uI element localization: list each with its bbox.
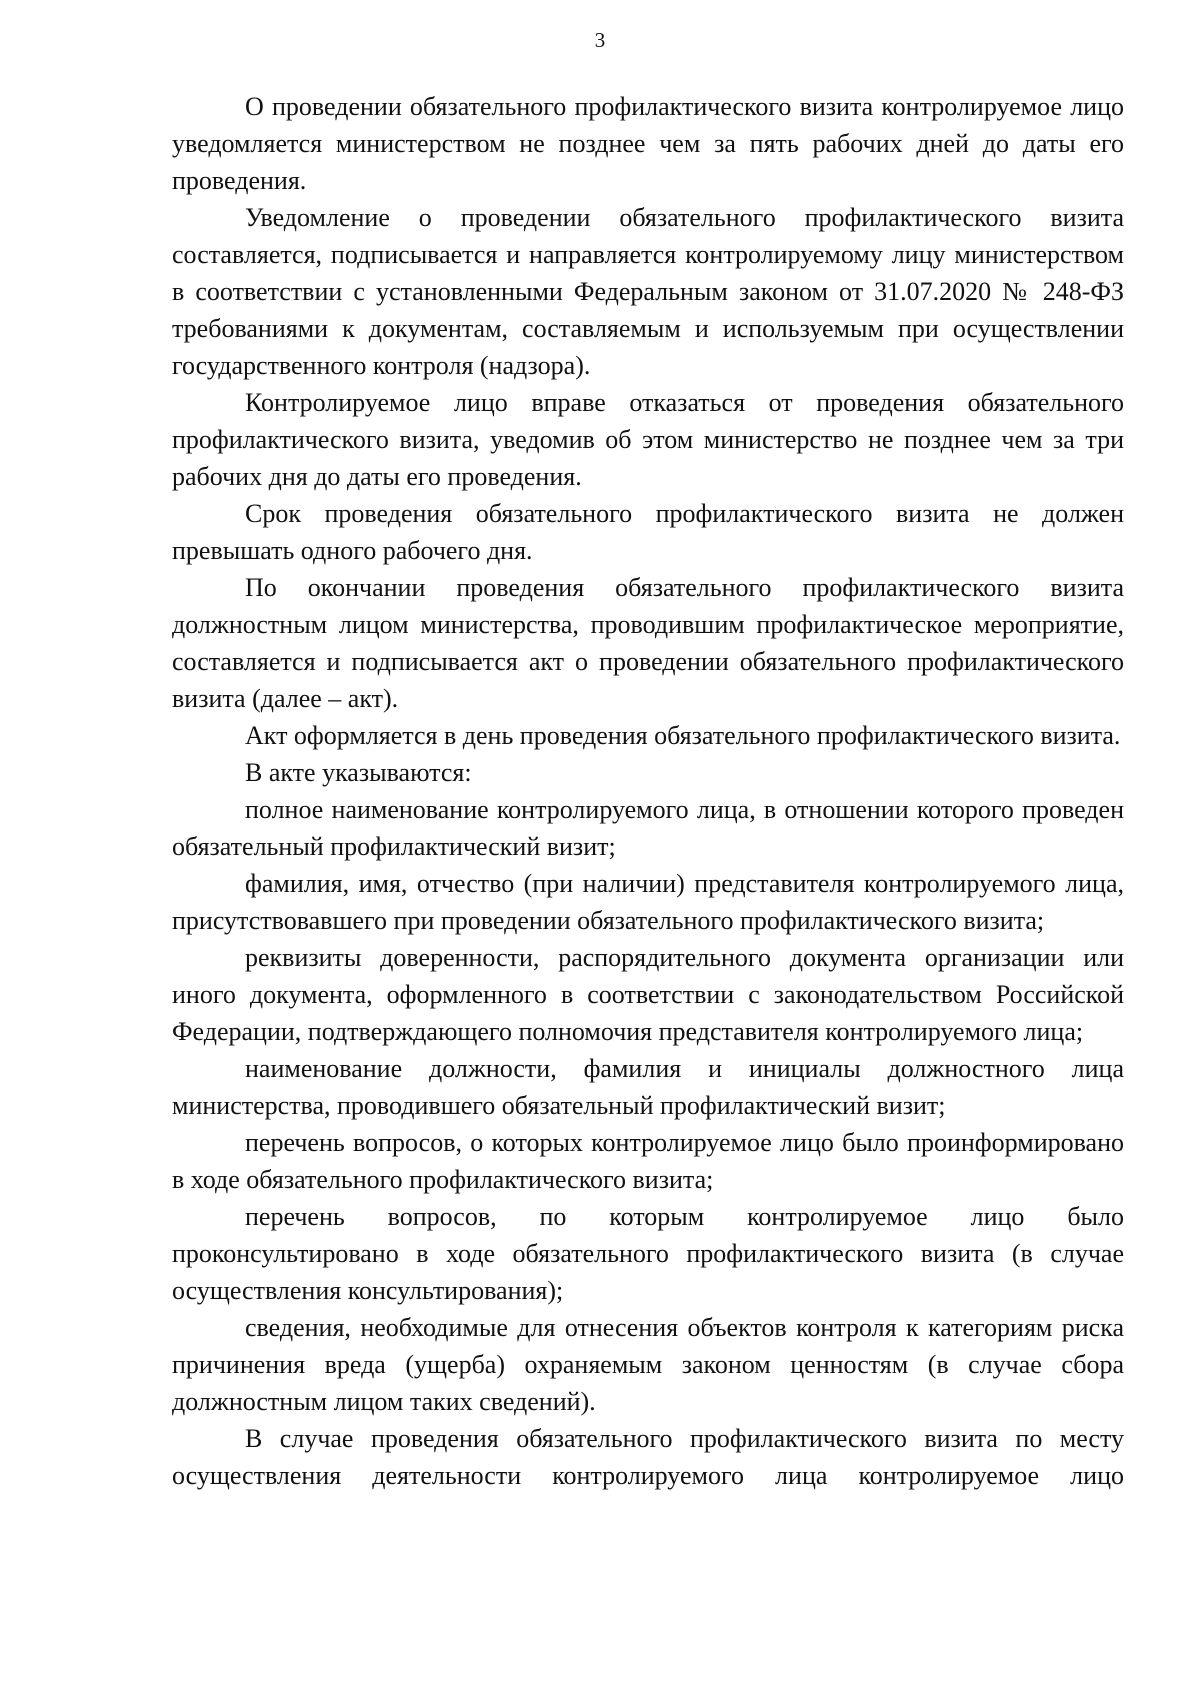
list-item-consulted-questions: перечень вопросов, по которым контролируемое лицо было проконсультировано в ходе обязательного профилактического визита (в случае осуществления консультирования); xyxy=(172,1202,1124,1305)
paragraph-act-drawing-up: По окончании проведения обязательного профилактического визита должностным лицом министерства, проводившим профилактическое мероприятие, составляется и подписывается акт о проведении обязательного профилактического визита (далее – акт). xyxy=(172,573,1124,713)
paragraph-notification-procedure: Уведомление о проведении обязательного профилактического визита составляется, подписывается и направляется контролируемому лицу министерством в соответствии с установленными Федеральным законом от 31.07.2020 № 248-ФЗ требованиями к документам, составляемым и используемым при осуществлении государственного контроля (надзора). xyxy=(172,203,1124,380)
list-item-informed-questions: перечень вопросов, о которых контролируемое лицо было проинформировано в ходе обязательного профилактического визита; xyxy=(172,1128,1124,1194)
list-item-controlled-person-name: полное наименование контролируемого лица, в отношении которого проведен обязательный профилактический визит; xyxy=(172,795,1124,861)
list-item-risk-category-info: сведения, необходимые для отнесения объектов контроля к категориям риска причинения вреда (ущерба) охраняемым законом ценностям (в случае сбора должностным лицом таких сведений). xyxy=(172,1313,1124,1416)
paragraph-visit-at-premises: В случае проведения обязательного профилактического визита по месту осуществления деятельности контролируемого лица контролируемое лицо xyxy=(172,1424,1124,1490)
document-body xyxy=(172,88,1124,1494)
list-item-official-details: наименование должности, фамилия и инициалы должностного лица министерства, проводившего обязательный профилактический визит; xyxy=(172,1054,1124,1120)
paragraph-refusal-right: Контролируемое лицо вправе отказаться от проведения обязательного профилактического визита, уведомив об этом министерство не позднее чем за три рабочих дня до даты его проведения. xyxy=(172,388,1124,491)
list-item-representative-name: фамилия, имя, отчество (при наличии) представителя контролируемого лица, присутствовавшего при проведении обязательного профилактического визита; xyxy=(172,869,1124,935)
paragraph-notification-deadline: О проведении обязательного профилактического визита контролируемое лицо уведомляется министерством не позднее чем за пять рабочих дней до даты его проведения. xyxy=(172,92,1124,195)
paragraph-visit-duration: Срок проведения обязательного профилактического визита не должен превышать одного рабочего дня. xyxy=(172,499,1124,565)
page-number: 3 xyxy=(594,28,606,52)
paragraph-act-contents-intro: В акте указываются: xyxy=(245,758,472,787)
paragraph-act-date: Акт оформляется в день проведения обязательного профилактического визита. xyxy=(245,721,1121,750)
list-item-authority-documents: реквизиты доверенности, распорядительного документа организации или иного документа, оформленного в соответствии с законодательством Российской Федерации, подтверждающего полномочия представителя контролируемого лица; xyxy=(172,943,1124,1046)
